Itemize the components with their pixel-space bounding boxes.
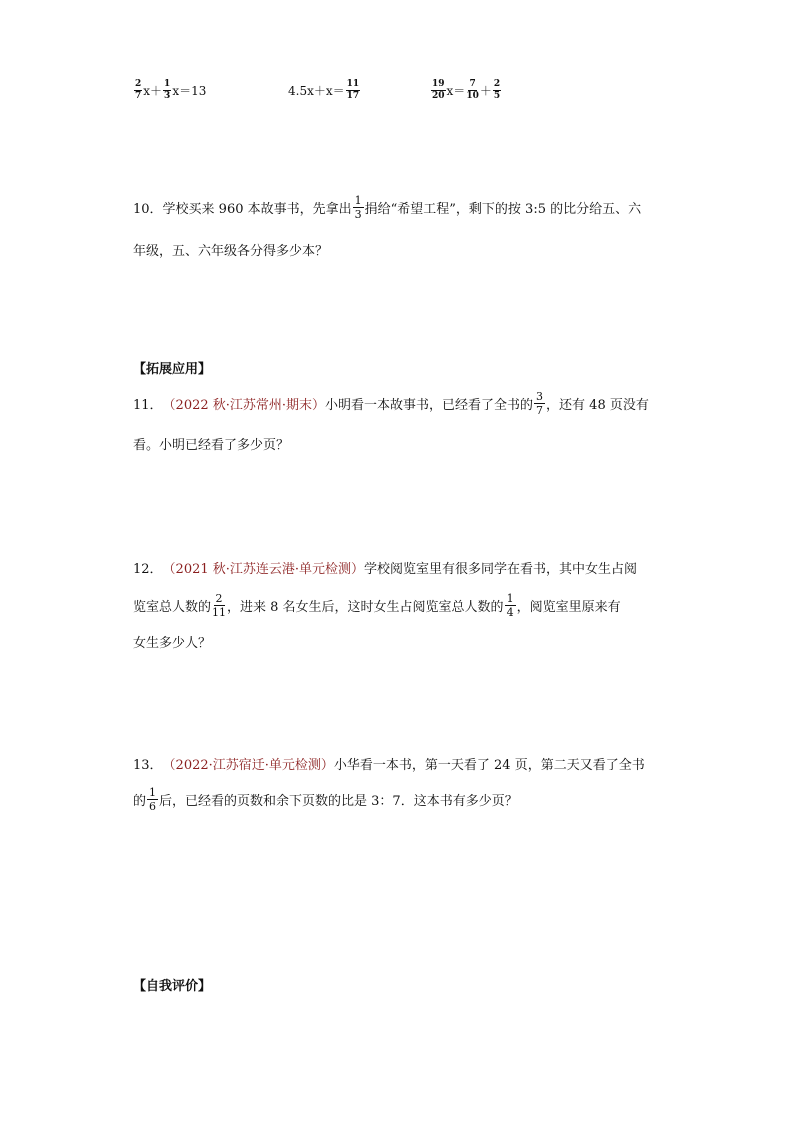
fraction: $\frac{2}{7}$	[135, 79, 142, 101]
fraction: $\frac{11}{17}$	[346, 79, 360, 101]
question-10-line-2: 年级，五、六年级各分得多少本？	[133, 243, 329, 259]
question-12-line-2: 览室总人数的 $\frac{2}{11}$ ，进来 8 名女生后，这时女生占阅览室总人数的 $\frac{1}{4}$ ，阅览室里原来有	[133, 591, 621, 619]
equation-1: $\frac{2}{7}$ x＋ $\frac{1}{3}$ x＝13	[135, 79, 207, 101]
fraction: $\frac{1}{4}$	[506, 591, 514, 619]
question-source: （2021 秋·江苏连云港·单元检测）	[162, 561, 365, 577]
equation-2: 4.5x＋x＝ $\frac{11}{17}$	[288, 79, 360, 101]
question-source: （2022 秋·江苏常州·期末）	[162, 397, 326, 413]
question-11-line-1: 11． （2022 秋·江苏常州·期末） 小明看一本故事书，已经看了全书的 $\frac{3}{7}$ ，还有 48 页没有	[133, 389, 649, 417]
fraction: $\frac{19}{20}$	[432, 79, 445, 101]
fraction: $\frac{1}{3}$	[164, 79, 171, 101]
question-13-line-1: 13． （2022·江苏宿迁·单元检测） 小华看一本书，第一天看了 24 页，第二天又看了全书	[133, 752, 645, 774]
question-12-line-3: 女生多少人？	[133, 635, 212, 651]
question-10-line-1: 10．学校买来 960 本故事书，先拿出 $\frac{1}{3}$ 捐给“希望工程”，剩下的按 3:5 的比分给五、六	[133, 193, 642, 221]
fraction: $\frac{1}{6}$	[149, 785, 157, 813]
question-11-line-2: 看。小明已经看了多少页？	[133, 437, 290, 453]
section-heading-extension: 【拓展应用】	[133, 362, 212, 377]
fraction: $\frac{1}{3}$	[354, 193, 362, 221]
question-12-line-1: 12． （2021 秋·江苏连云港·单元检测） 学校阅览室里有很多同学在看书，其中女生占阅	[133, 556, 637, 578]
section-heading-self-evaluation: 【自我评价】	[133, 979, 212, 994]
question-13-line-2: 的 $\frac{1}{6}$ 后，已经看的页数和余下页数的比是 3：7．这本书有多少页？	[133, 785, 518, 813]
equation-3: $\frac{19}{20}$ x＝ $\frac{7}{10}$ ＋ $\frac{2}{5}$	[432, 79, 501, 101]
question-source: （2022·江苏宿迁·单元检测）	[162, 757, 334, 773]
fraction: $\frac{2}{11}$	[212, 591, 227, 619]
fraction: $\frac{3}{7}$	[536, 389, 544, 417]
fraction: $\frac{2}{5}$	[493, 79, 501, 101]
fraction: $\frac{7}{10}$	[466, 79, 479, 101]
